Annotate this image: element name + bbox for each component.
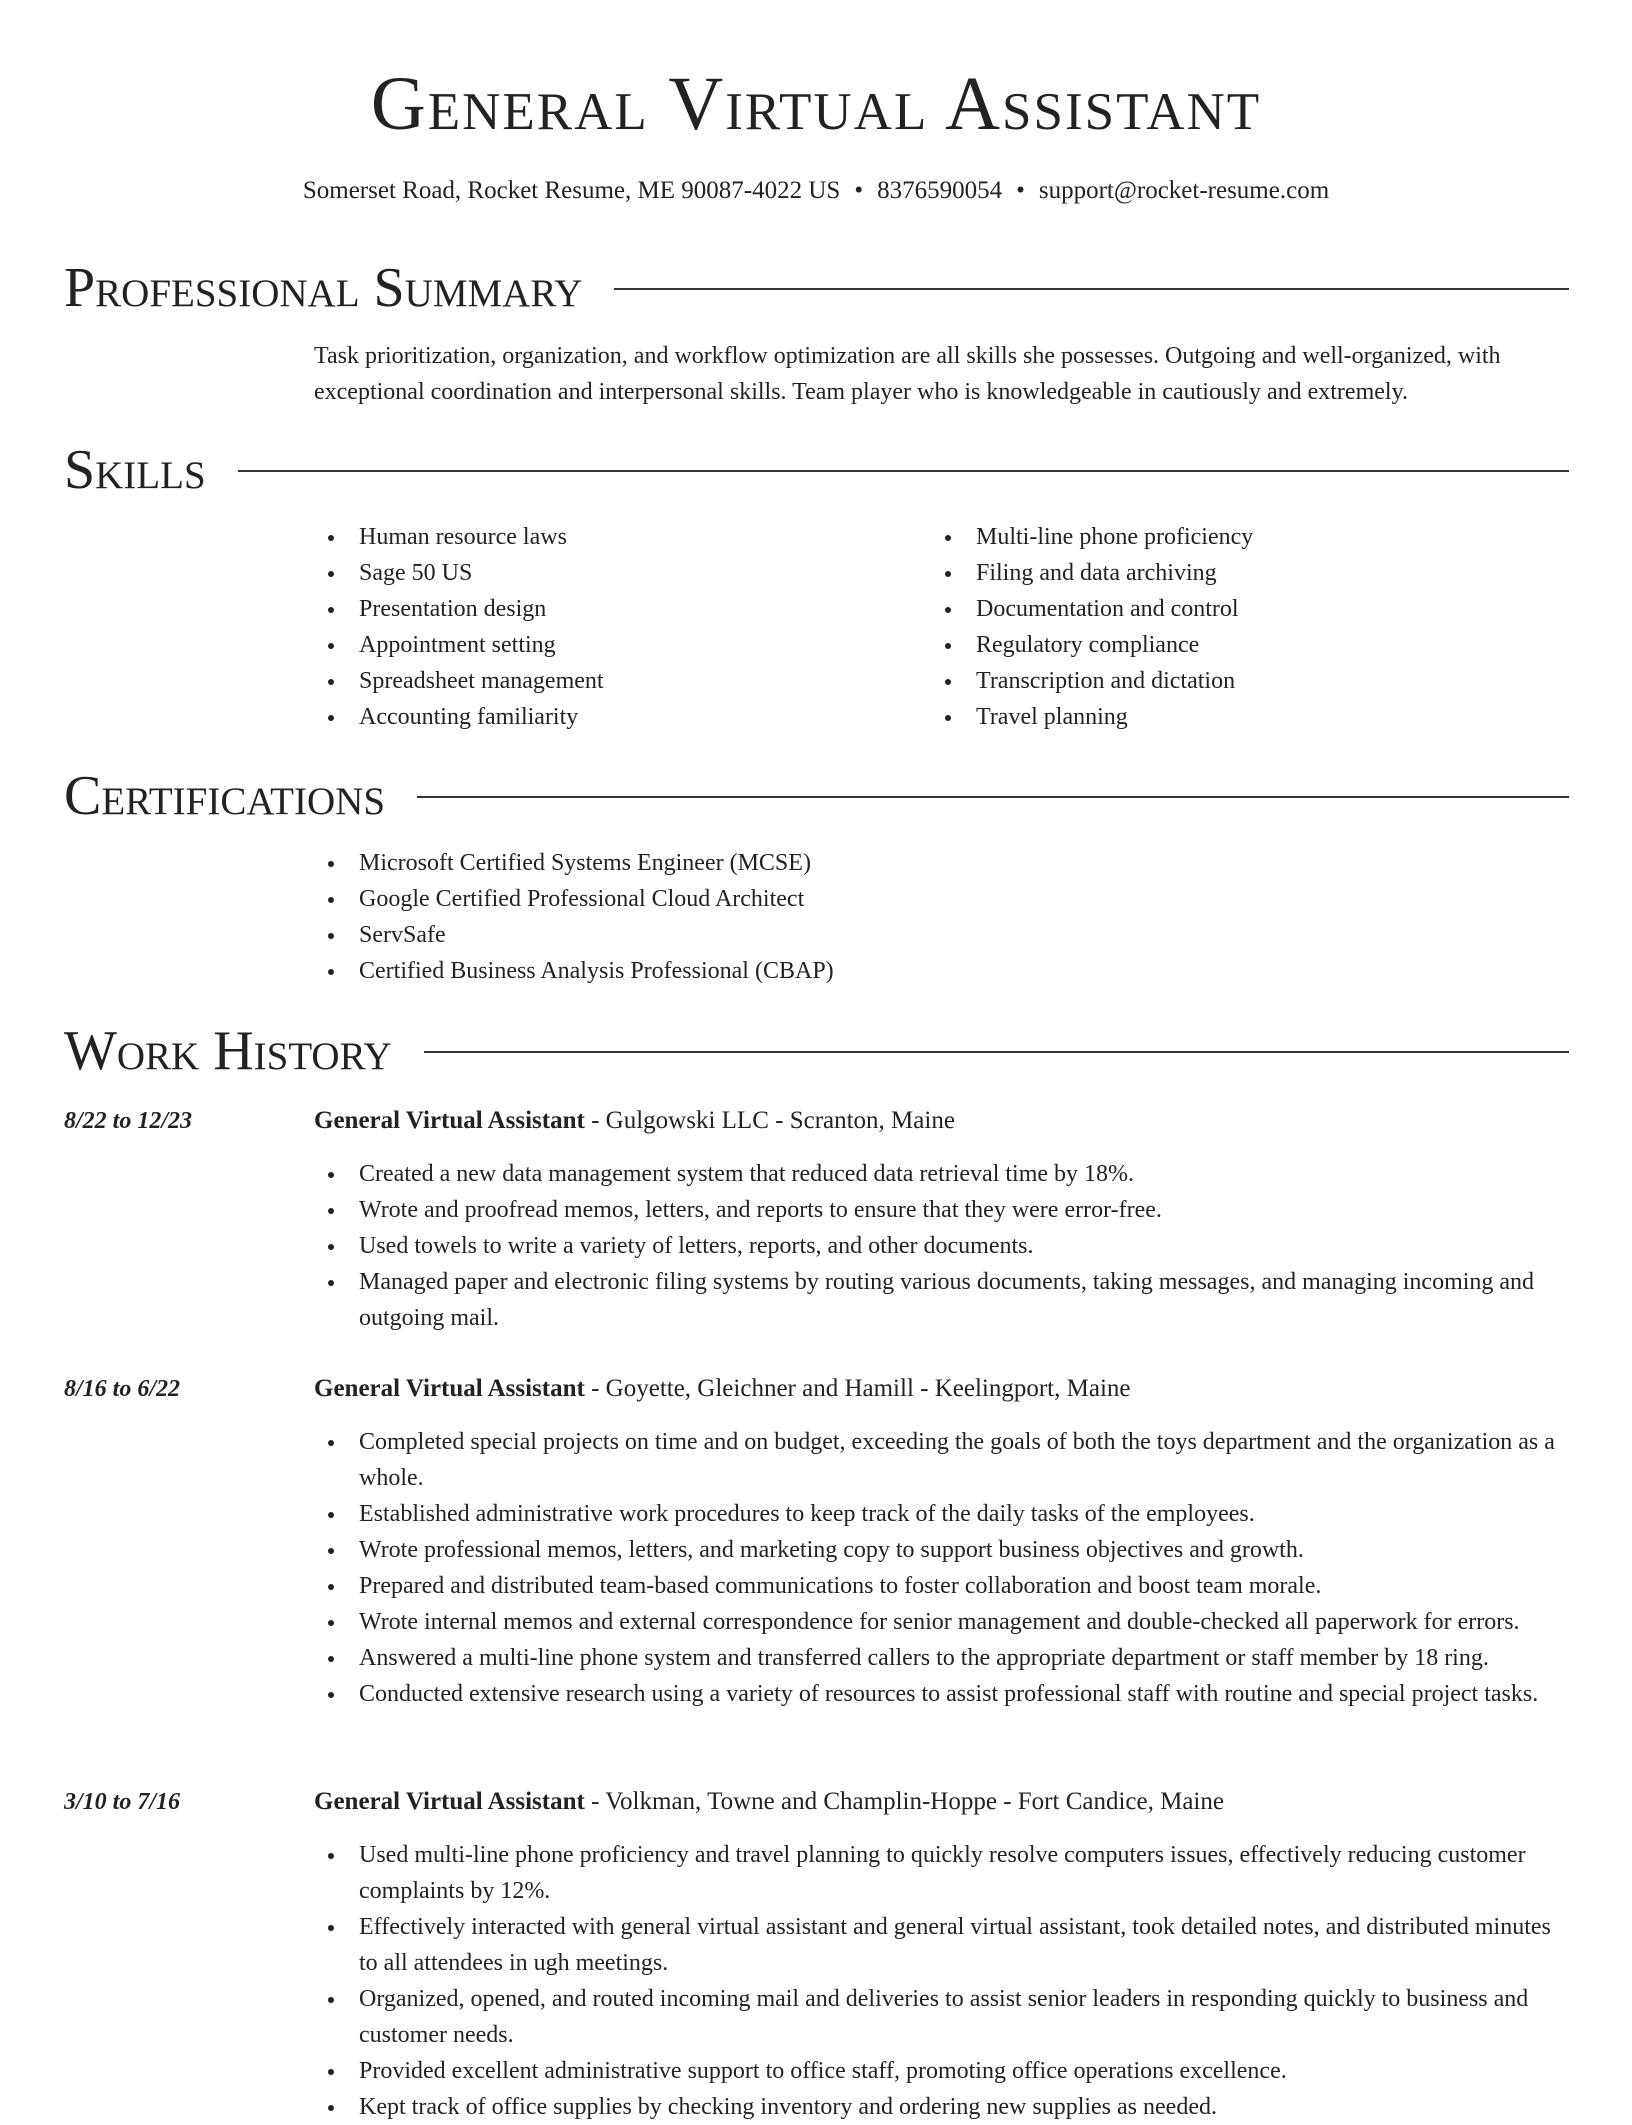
job-duty: Used multi-line phone proficiency and travel planning to quickly resolve computers issues, effectively reducing customer complaints by 12%.	[314, 1837, 1570, 1909]
email: support@rocket-resume.com	[1038, 177, 1330, 204]
job-title-line	[314, 1371, 1570, 1407]
certification-item: Microsoft Certified Systems Engineer (MCSE)	[314, 845, 1214, 881]
certification-item: Google Certified Professional Cloud Architect	[314, 881, 1214, 917]
job-employer: - Goyette, Gleichner and Hamill - Keelingport, Maine	[584, 1375, 1131, 1402]
job-role: General Virtual Assistant	[314, 1107, 585, 1134]
phone: 8376590054	[877, 177, 1003, 204]
job-duty: Created a new data management system that reduced data retrieval time by 18%.	[314, 1156, 1570, 1192]
job-duty: Kept track of office supplies by checking inventory and ordering new supplies as needed.	[314, 2089, 1570, 2125]
contact-line	[0, 175, 1632, 207]
certification-item: ServSafe	[314, 917, 1214, 953]
section-divider	[238, 470, 1569, 472]
section-title: Certifications	[64, 765, 386, 827]
certification-item: Certified Business Analysis Professional (CBAP)	[314, 953, 1214, 989]
skill-item: Human resource laws	[314, 519, 874, 555]
section-divider	[417, 796, 1569, 798]
skill-item: Travel planning	[931, 699, 1531, 735]
job-duty: Answered a multi-line phone system and transferred callers to the appropriate department or staff member by 18 ring.	[314, 1640, 1570, 1676]
job-duties-list	[314, 1424, 1570, 1712]
job-role: General Virtual Assistant	[314, 1788, 585, 1815]
skill-item: Regulatory compliance	[931, 627, 1531, 663]
skill-item: Spreadsheet management	[314, 663, 874, 699]
job-employer: - Volkman, Towne and Champlin-Hoppe - Fort Candice, Maine	[584, 1788, 1224, 1815]
skill-item: Presentation design	[314, 591, 874, 627]
job-duties-list	[314, 1837, 1570, 2125]
section-title: Professional Summary	[64, 257, 583, 319]
skill-item: Sage 50 US	[314, 555, 874, 591]
skill-item: Appointment setting	[314, 627, 874, 663]
section-header-work-history	[64, 1019, 1569, 1083]
section-divider	[614, 288, 1569, 290]
job-duty: Completed special projects on time and on budget, exceeding the goals of both the toys department and the organization as a whole.	[314, 1424, 1570, 1496]
separator-dot: •	[854, 177, 864, 204]
job-duty: Managed paper and electronic filing systems by routing various documents, taking messages, and managing incoming and outgoing mail.	[314, 1264, 1570, 1336]
skill-item: Accounting familiarity	[314, 699, 874, 735]
section-title: Skills	[64, 439, 206, 501]
section-title: Work History	[64, 1020, 392, 1082]
skill-item: Filing and data archiving	[931, 555, 1531, 591]
job-dates: 3/10 to 7/16	[64, 1789, 181, 1815]
job-dates: 8/22 to 12/23	[64, 1108, 193, 1134]
skill-item: Transcription and dictation	[931, 663, 1531, 699]
skill-item: Documentation and control	[931, 591, 1531, 627]
job-duty: Wrote professional memos, letters, and marketing copy to support business objectives and growth.	[314, 1532, 1570, 1568]
skills-list-right	[931, 519, 1531, 735]
section-header-summary	[64, 256, 1569, 320]
skills-list-left	[314, 519, 874, 735]
job-employer: - Gulgowski LLC - Scranton, Maine	[584, 1107, 955, 1134]
job-duties-list	[314, 1156, 1570, 1336]
separator-dot: •	[1016, 177, 1025, 204]
job-duty: Prepared and distributed team-based communications to foster collaboration and boost team morale.	[314, 1568, 1570, 1604]
skill-item: Multi-line phone proficiency	[931, 519, 1531, 555]
job-duty: Effectively interacted with general virtual assistant and general virtual assistant, took detailed notes, and distributed minutes to all attendees in ugh meetings.	[314, 1909, 1570, 1981]
job-duty: Used towels to write a variety of letters, reports, and other documents.	[314, 1228, 1570, 1264]
job-duty: Wrote and proofread memos, letters, and reports to ensure that they were error-free.	[314, 1192, 1570, 1228]
job-duty: Established administrative work procedures to keep track of the daily tasks of the employees.	[314, 1496, 1570, 1532]
job-title-line	[314, 1103, 1570, 1139]
job-title-line	[314, 1784, 1570, 1820]
candidate-name: General Virtual Assistant	[370, 62, 1262, 146]
job-duty: Wrote internal memos and external correspondence for senior management and double-checked all paperwork for errors.	[314, 1604, 1570, 1640]
certifications-list	[314, 845, 1214, 989]
section-header-certifications	[64, 764, 1569, 828]
job-duty: Provided excellent administrative support to office staff, promoting office operations excellence.	[314, 2053, 1570, 2089]
address: Somerset Road, Rocket Resume, ME 90087-4022 US	[302, 177, 841, 204]
job-duty: Conducted extensive research using a variety of resources to assist professional staff with routine and special project tasks.	[314, 1676, 1570, 1712]
section-divider	[424, 1051, 1569, 1053]
section-header-skills	[64, 438, 1569, 502]
job-role: General Virtual Assistant	[314, 1375, 585, 1402]
summary-text: Task prioritization, organization, and workflow optimization are all skills she possesses. Outgoing and well-organized, with exceptional coordination and interpersonal skills. Team player who is knowledgeable in cautiously and extremely.	[314, 343, 1501, 405]
job-duty: Organized, opened, and routed incoming mail and deliveries to assist senior leaders in responding quickly to business and customer needs.	[314, 1981, 1570, 2053]
job-dates: 8/16 to 6/22	[64, 1376, 181, 1402]
